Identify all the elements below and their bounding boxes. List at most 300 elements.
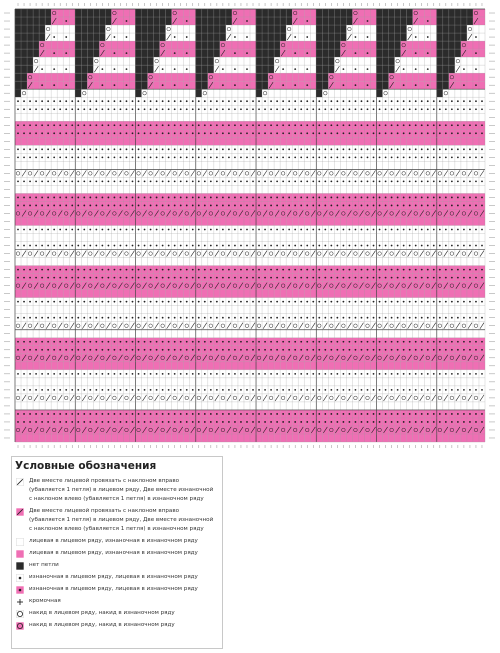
chart-cell [244,185,250,193]
chart-cell [190,113,196,121]
purl-dot [282,197,284,199]
chart-cell [274,258,280,266]
purl-dot [95,197,97,199]
chart-cell [27,185,33,193]
purl-dot [270,108,272,110]
chart-cell [250,81,256,89]
purl-dot [162,108,164,110]
chart-cell [449,209,455,217]
purl-dot [385,317,387,319]
chart-cell [358,81,364,89]
chart-cell [136,161,142,169]
chart-cell [87,234,93,242]
purl-dot [433,245,435,247]
chart-cell [39,185,45,193]
chart-cell [166,57,172,65]
chart-cell [51,306,57,314]
purl-dot [168,269,170,271]
purl-dot [343,245,345,247]
purl-dot [216,341,218,343]
purl-dot [475,52,477,54]
purl-dot [240,301,242,303]
chart-cell [93,306,99,314]
chart-cell [21,113,27,121]
purl-dot [23,108,25,110]
chart-cell [358,49,364,57]
chart-cell [262,9,268,17]
purl-dot [29,132,31,134]
chart-cell [449,33,455,41]
purl-dot [439,132,441,134]
purl-dot [162,301,164,303]
chart-cell [401,234,407,242]
chart-cell [99,137,105,145]
chart-cell [69,17,75,25]
chart-cell [461,250,467,258]
chart-cell [268,89,274,97]
chart-cell [166,89,172,97]
purl-dot [23,277,25,279]
chart-cell [443,137,449,145]
purl-dot [306,156,308,158]
chart-cell [21,330,27,338]
purl-dot [89,197,91,199]
chart-cell [129,25,135,33]
purl-dot [258,181,260,183]
chart-cell [377,209,383,217]
purl-dot [35,148,37,150]
purl-dot [385,301,387,303]
chart-cell [196,65,202,73]
chart-cell [87,290,93,298]
purl-dot [427,108,429,110]
chart-cell [214,161,220,169]
purl-dot [469,317,471,319]
purl-dot [343,156,345,158]
purl-dot [83,148,85,150]
chart-cell [51,57,57,65]
chart-cell [292,137,298,145]
purl-dot [288,205,290,207]
chart-cell [364,137,370,145]
chart-cell [364,185,370,193]
chart-cell [93,290,99,298]
chart-cell [129,17,135,25]
purl-dot [276,229,278,231]
purl-dot [120,181,122,183]
chart-cell [383,49,389,57]
chart-cell [184,169,190,177]
purl-dot [336,156,338,158]
purl-dot [47,181,49,183]
purl-dot [276,108,278,110]
chart-cell [352,9,358,17]
purl-dot [463,132,465,134]
purl-dot [65,205,67,207]
chart-cell [93,9,99,17]
chart-cell [142,49,148,57]
chart-cell [280,258,286,266]
purl-dot [41,301,43,303]
chart-cell [184,234,190,242]
chart-cell [437,49,443,57]
chart-cell [214,89,220,97]
chart-cell [160,322,166,330]
purl-dot [156,148,158,150]
purl-dot [469,148,471,150]
purl-dot [276,277,278,279]
chart-cell [364,169,370,177]
purl-dot [234,197,236,199]
chart-cell [407,290,413,298]
purl-dot [77,269,79,271]
chart-cell [467,217,473,225]
purl-dot [415,269,417,271]
purl-dot [312,301,314,303]
purl-dot [138,197,140,199]
purl-dot [59,108,61,110]
chart-cell [352,306,358,314]
chart-cell [238,89,244,97]
chart-cell [419,65,425,73]
chart-cell [401,322,407,330]
chart-cell [27,49,33,57]
chart-cell [461,185,467,193]
chart-cell [437,258,443,266]
chart-cell [142,306,148,314]
chart-cell [87,322,93,330]
purl-dot [192,229,194,231]
purl-dot [126,52,128,54]
chart-cell [202,113,208,121]
purl-dot [29,100,31,102]
chart-cell [358,137,364,145]
purl-dot [481,245,483,247]
purl-dot [53,205,55,207]
chart-cell [316,17,322,25]
purl-dot [361,100,363,102]
chart-cell [232,89,238,97]
chart-cell [214,81,220,89]
purl-dot [71,181,73,183]
chart-cell [268,57,274,65]
chart-cell [383,185,389,193]
chart-cell [57,234,63,242]
chart-cell [371,41,377,49]
purl-dot [373,100,375,102]
chart-cell [383,41,389,49]
purl-dot [108,148,110,150]
chart-cell [208,33,214,41]
purl-dot [300,277,302,279]
purl-dot [300,301,302,303]
chart-cell [232,161,238,169]
chart-cell [148,113,154,121]
chart-cell [75,169,81,177]
purl-dot [204,181,206,183]
chart-cell [340,306,346,314]
purl-dot [234,156,236,158]
purl-dot [77,205,79,207]
purl-dot [192,181,194,183]
purl-dot [126,100,128,102]
chart-cell [45,234,51,242]
purl-dot [457,124,459,126]
chart-cell [256,217,262,225]
purl-dot [318,269,320,271]
purl-dot [89,277,91,279]
purl-dot [162,245,164,247]
purl-dot [306,132,308,134]
purl-dot [210,100,212,102]
purl-dot [318,124,320,126]
chart-cell [316,322,322,330]
purl-dot [156,124,158,126]
purl-dot [174,52,176,54]
purl-dot [101,84,103,86]
purl-dot [216,301,218,303]
chart-cell [154,49,160,57]
purl-dot [457,156,459,158]
chart-cell [419,113,425,121]
purl-dot [276,301,278,303]
chart-cell [160,57,166,65]
chart-cell [286,17,292,25]
chart-cell [383,306,389,314]
purl-dot [391,301,393,303]
chart-cell [69,161,75,169]
chart-cell [467,290,473,298]
chart-cell [51,209,57,217]
chart-cell [220,209,226,217]
chart-cell [479,89,485,97]
chart-cell [129,73,135,81]
purl-dot [83,341,85,343]
chart-cell [39,25,45,33]
purl-dot [367,197,369,199]
chart-cell [467,25,473,33]
chart-cell [328,282,334,290]
purl-dot [144,148,146,150]
purl-dot [318,148,320,150]
purl-dot [198,277,200,279]
purl-dot [469,229,471,231]
purl-dot [95,148,97,150]
chart-cell [244,250,250,258]
chart-cell [81,33,87,41]
chart-cell [419,57,425,65]
chart-cell [15,250,21,258]
purl-dot [234,68,236,70]
chart-cell [437,81,443,89]
chart-cell [443,217,449,225]
purl-dot [312,181,314,183]
purl-dot [324,269,326,271]
chart-cell [304,161,310,169]
purl-dot [361,245,363,247]
purl-dot [120,277,122,279]
chart-cell [413,73,419,81]
chart-cell [238,234,244,242]
chart-cell [99,41,105,49]
purl-dot [168,205,170,207]
purl-dot [234,301,236,303]
purl-dot [415,229,417,231]
chart-cell [190,161,196,169]
chart-cell [75,17,81,25]
chart-cell [389,65,395,73]
purl-dot [481,197,483,199]
chart-cell [238,81,244,89]
chart-cell [226,330,232,338]
chart-cell [238,25,244,33]
chart-cell [232,322,238,330]
purl-dot [300,132,302,134]
chart-cell [340,234,346,242]
purl-dot [306,301,308,303]
chart-cell [346,234,352,242]
purl-dot [288,108,290,110]
chart-cell [358,217,364,225]
chart-cell [274,57,280,65]
purl-dot [228,100,230,102]
purl-dot [349,245,351,247]
chart-cell [449,169,455,177]
purl-dot [240,100,242,102]
chart-cell [15,185,21,193]
purl-dot [168,100,170,102]
chart-cell [395,161,401,169]
purl-dot [463,197,465,199]
chart-cell [322,161,328,169]
purl-dot [222,301,224,303]
purl-dot [83,245,85,247]
chart-cell [437,330,443,338]
chart-cell [123,185,129,193]
chart-cell [214,137,220,145]
purl-dot [114,301,116,303]
purl-dot [53,156,55,158]
chart-cell [244,322,250,330]
purl-dot [198,148,200,150]
purl-dot [29,148,31,150]
chart-cell [280,250,286,258]
purl-dot [252,108,254,110]
chart-cell [111,137,117,145]
purl-dot [336,205,338,207]
chart-cell [389,113,395,121]
chart-cell [136,306,142,314]
chart-cell [328,57,334,65]
chart-cell [364,89,370,97]
purl-dot [288,100,290,102]
chart-cell [57,258,63,266]
purl-dot [451,229,453,231]
chart-cell [190,89,196,97]
chart-cell [455,17,461,25]
purl-dot [150,317,152,319]
purl-dot [415,301,417,303]
chart-cell [190,81,196,89]
chart-cell [371,89,377,97]
chart-cell [178,161,184,169]
purl-dot [59,132,61,134]
chart-cell [371,25,377,33]
chart-cell [407,41,413,49]
chart-cell [117,258,123,266]
purl-dot [439,317,441,319]
chart-cell [443,49,449,57]
chart-cell [214,41,220,49]
chart-cell [328,113,334,121]
chart-cell [15,234,21,242]
purl-dot [138,132,140,134]
chart-cell [328,89,334,97]
chart-cell [479,306,485,314]
chart-cell [111,330,117,338]
chart-cell [298,73,304,81]
purl-dot [397,277,399,279]
purl-dot [457,181,459,183]
chart-cell [15,89,21,97]
chart-cell [196,89,202,97]
purl-dot [126,132,128,134]
chart-cell [250,41,256,49]
chart-cell [220,17,226,25]
purl-dot [433,148,435,150]
chart-cell [136,65,142,73]
purl-dot [409,156,411,158]
chart-cell [334,17,340,25]
chart-cell [298,234,304,242]
chart-cell [202,258,208,266]
chart-cell [63,258,69,266]
purl-dot [192,156,194,158]
purl-dot [385,277,387,279]
chart-cell [244,330,250,338]
purl-dot [397,132,399,134]
chart-cell [160,234,166,242]
purl-dot [403,108,405,110]
purl-dot [53,197,55,199]
purl-dot [379,245,381,247]
purl-dot [385,197,387,199]
chart-cell [455,161,461,169]
purl-dot [126,205,128,207]
chart-cell [328,234,334,242]
purl-dot [367,245,369,247]
purl-dot [391,132,393,134]
purl-dot [427,132,429,134]
chart-cell [15,65,21,73]
purl-dot [47,317,49,319]
chart-cell [256,290,262,298]
chart-cell [425,217,431,225]
chart-cell [371,306,377,314]
purl-dot [403,124,405,126]
chart-cell [431,73,437,81]
chart-cell [425,250,431,258]
purl-dot [114,156,116,158]
purl-dot [101,108,103,110]
purl-dot [17,301,19,303]
purl-dot [101,197,103,199]
purl-dot [409,132,411,134]
purl-dot [300,181,302,183]
chart-cell [316,25,322,33]
purl-dot [409,317,411,319]
purl-dot [306,229,308,231]
